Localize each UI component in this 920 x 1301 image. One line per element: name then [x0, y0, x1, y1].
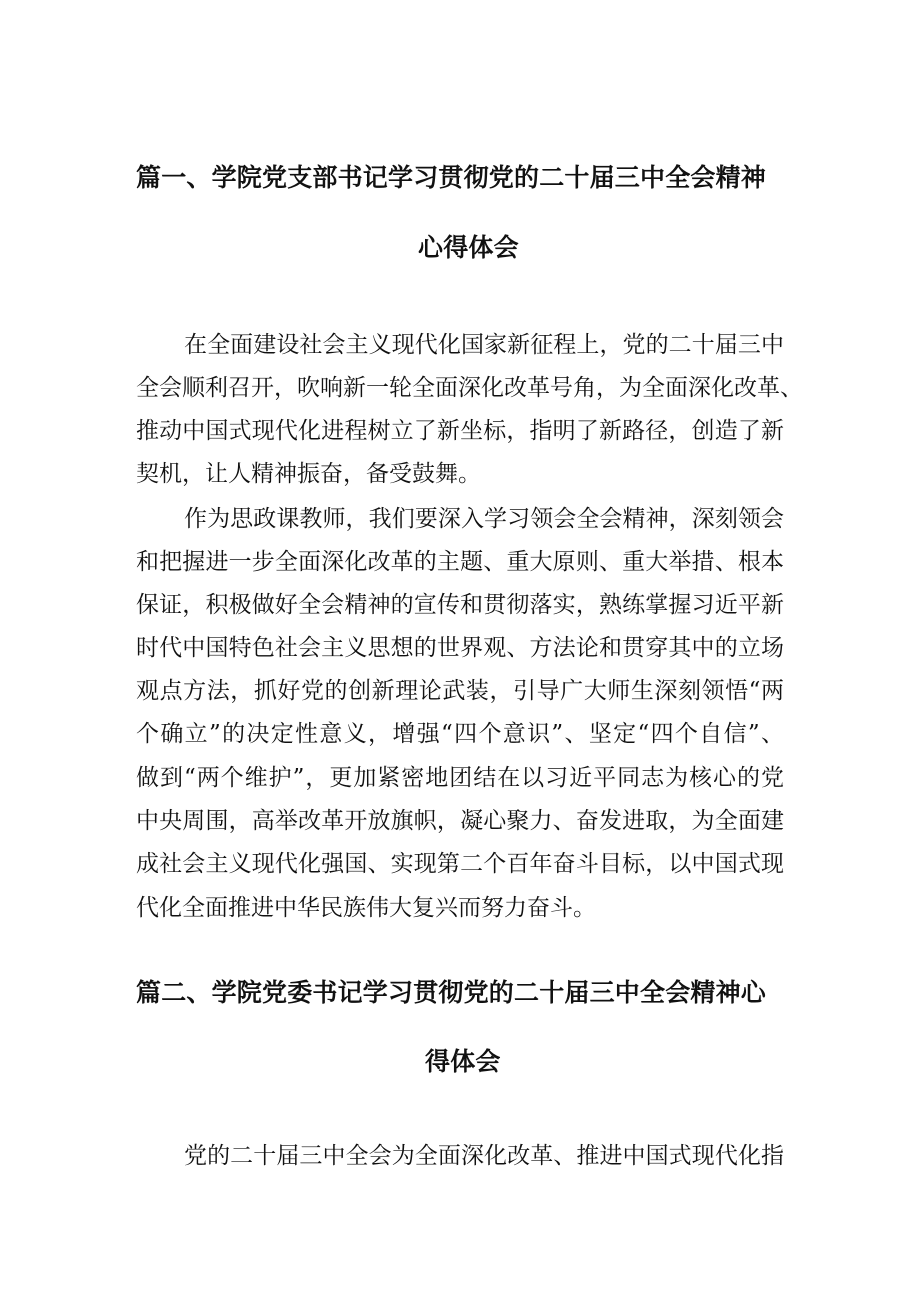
section1-paragraph2-line: 个确立”的决定性意义，增强“四个意识”、坚定“四个自信”、 — [136, 721, 784, 747]
section1-title-line1: 篇一、学院党支部书记学习贯彻党的二十届三中全会精神 — [136, 163, 767, 192]
section1-paragraph2-line: 时代中国特色社会主义思想的世界观、方法论和贯穿其中的立场 — [136, 635, 784, 661]
section1-paragraph2-line: 代化全面推进中华民族伟大复兴而努力奋斗。 — [136, 895, 596, 921]
section1-paragraph1-line: 契机，让人精神振奋，备受鼓舞。 — [136, 461, 481, 487]
section1-paragraph2-line: 观点方法，抓好党的创新理论武装，引导广大师生深刻领悟“两 — [136, 678, 784, 704]
section1-paragraph2-line: 中央周围，高举改革开放旗帜，凝心聚力、奋发进取，为全面建 — [136, 808, 784, 834]
section1-paragraph2-line: 成社会主义现代化强国、实现第二个百年奋斗目标，以中国式现 — [136, 851, 784, 877]
section1-paragraph2-line: 做到“两个维护”，更加紧密地团结在以习近平同志为核心的党 — [136, 765, 784, 791]
section1-paragraph2-line: 保证，积极做好全会精神的宣传和贯彻落实，熟练掌握习近平新 — [136, 592, 784, 618]
section2-paragraph1-line: 党的二十届三中全会为全面深化改革、推进中国式现代化指 — [184, 1143, 784, 1169]
section1-paragraph2-line: 作为思政课教师，我们要深入学习领会全会精神，深刻领会 — [184, 506, 784, 532]
section2-title-line2: 得体会 — [425, 1047, 501, 1076]
section1-paragraph1-line: 在全面建设社会主义现代化国家新征程上，党的二十届三中 — [184, 332, 784, 358]
section1-paragraph1-line: 全会顺利召开，吹响新一轮全面深化改革号角，为全面深化改革、 — [136, 375, 803, 401]
section1-paragraph2-line: 和把握进一步全面深化改革的主题、重大原则、重大举措、根本 — [136, 549, 784, 575]
section1-title-line2: 心得体会 — [418, 233, 519, 262]
section2-title-line1: 篇二、学院党委书记学习贯彻党的二十届三中全会精神心 — [136, 978, 767, 1007]
section1-paragraph1-line: 推动中国式现代化进程树立了新坐标，指明了新路径，创造了新 — [136, 418, 784, 444]
